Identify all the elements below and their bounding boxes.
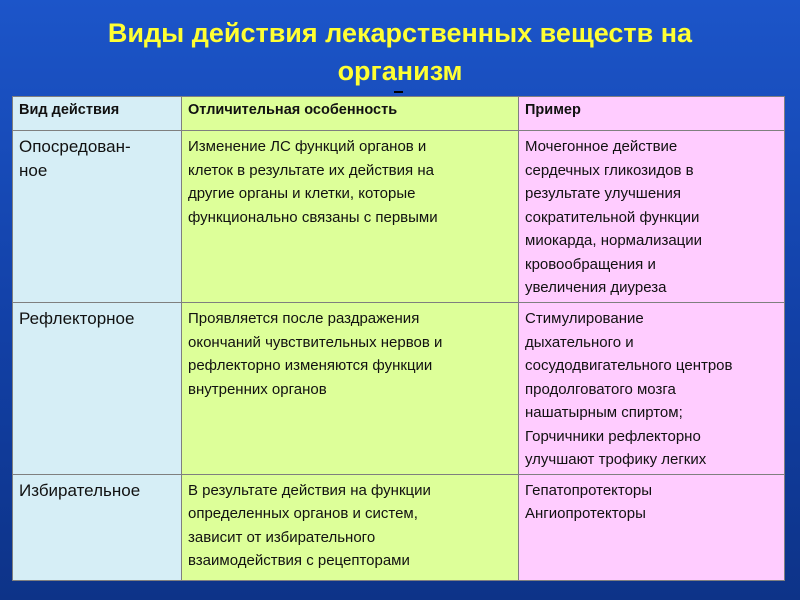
cell-line: Мочегонное действие <box>525 138 678 155</box>
cell-line: функционально связаны с первыми <box>188 208 438 226</box>
cell-line: рефлекторно изменяются функции <box>188 357 433 374</box>
cell-feature <box>182 303 519 475</box>
table-row <box>13 303 785 475</box>
cell-line: сердечных гликозидов в <box>525 161 694 179</box>
header-distinctive-feature: Отличительная особенность <box>182 97 519 131</box>
cell-line: зависит от избирательного <box>188 528 376 546</box>
cell-line: Рефлекторное <box>19 309 135 328</box>
slide-title-line-2: организм <box>337 56 463 86</box>
slide-title <box>0 14 800 90</box>
cell-line: сократительной функции <box>525 208 700 226</box>
cell-line: дыхательного и <box>525 333 634 351</box>
cell-line: миокарда, нормализации <box>525 232 703 249</box>
cell-line: Горчичники рефлекторно <box>525 427 701 445</box>
cell-line: нашатырным спиртом; <box>525 404 683 421</box>
drug-action-table <box>12 96 785 581</box>
header-action-type: Вид действия <box>13 97 182 131</box>
cell-example <box>519 131 785 303</box>
cell-action-type <box>13 474 182 580</box>
cell-line: сосудодвигательного центров <box>525 357 733 374</box>
cell-line: внутренних органов <box>188 380 327 398</box>
cell-line: Стимулирование <box>525 310 644 327</box>
cell-line: улучшают трофику легких <box>525 451 707 468</box>
decorative-dash <box>394 91 403 93</box>
cell-line: Изменение ЛС функций органов и <box>188 138 427 155</box>
table-row <box>13 131 785 303</box>
cell-line: увеличения диуреза <box>525 279 667 296</box>
cell-line: В результате действия на функции <box>188 481 431 499</box>
cell-line: клеток в результате их действия на <box>188 161 434 179</box>
cell-example <box>519 303 785 475</box>
table-header-row <box>13 97 785 131</box>
cell-feature <box>182 474 519 580</box>
cell-feature <box>182 131 519 303</box>
cell-line: продолговатого мозга <box>525 380 676 398</box>
cell-action-type <box>13 131 182 303</box>
header-example: Пример <box>519 97 785 131</box>
cell-line: взаимодействия с рецепторами <box>188 552 410 569</box>
cell-line: результате улучшения <box>525 185 681 202</box>
cell-action-type <box>13 303 182 475</box>
cell-line: кровообращения и <box>525 255 656 273</box>
cell-line: окончаний чувствительных нервов и <box>188 333 443 351</box>
cell-line: определенных органов и систем, <box>188 505 418 522</box>
table-row <box>13 474 785 580</box>
cell-line: Избирательное <box>19 480 141 500</box>
cell-line: Гепатопротекторы <box>525 481 653 499</box>
cell-line: Ангиопротекторы <box>525 505 646 522</box>
slide-title-line-1: Виды действия лекарственных веществ на <box>107 18 693 48</box>
cell-line: ное <box>19 161 48 180</box>
cell-example <box>519 474 785 580</box>
cell-line: Опосредован- <box>19 137 131 156</box>
cell-line: Проявляется после раздражения <box>188 310 420 327</box>
cell-line: другие органы и клетки, которые <box>188 185 416 202</box>
